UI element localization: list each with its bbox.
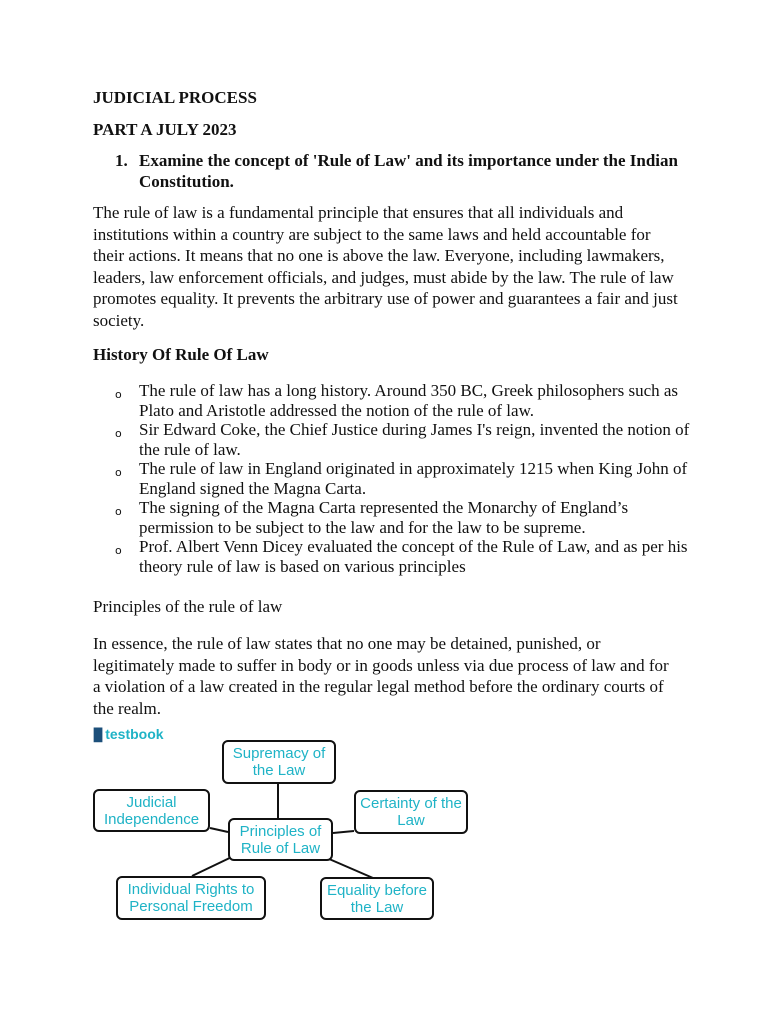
logo-icon: ▉ [94, 728, 104, 742]
principles-label: Principles of the rule of law [93, 597, 283, 616]
bullet-icon: o [115, 466, 122, 479]
list-item: o The rule of law in England originated in approximately 1215 when King John of England signed the Magna Carta. [115, 459, 688, 498]
essence-paragraph: In essence, the rule of law states that no one may be detained, punished, or legitimately made to suffer in body or in goods unless via due process of law and for a violation of a law created in the regular legal method before the ordinary courts of the realm. [93, 634, 669, 718]
node-judicial-independence: Judicial Independence [93, 789, 210, 832]
node-certainty: Certainty of the Law [354, 790, 468, 834]
node-center-principles: Principles of Rule of Law [228, 818, 333, 861]
question-item [115, 150, 695, 192]
testbook-logo: ▉ testbook [94, 726, 164, 742]
list-item: o Sir Edward Coke, the Chief Justice during James I's reign, invented the notion of the rule of law. [115, 420, 690, 459]
list-item: o The rule of law has a long history. Around 350 BC, Greek philosophers such as Plato and Aristotle addressed the notion of the rule of law. [115, 381, 679, 420]
bullet-icon: o [115, 427, 122, 440]
node-equality: Equality before the Law [320, 877, 434, 920]
node-supremacy: Supremacy of the Law [222, 740, 336, 784]
history-list [93, 381, 693, 576]
question-text: Examine the concept of 'Rule of Law' and its importance under the Indian Constitution. [139, 151, 678, 191]
bullet-icon: o [115, 544, 122, 557]
document-title: JUDICIAL PROCESS [93, 88, 257, 107]
intro-paragraph: The rule of law is a fundamental principle that ensures that all individuals and institutions within a country are subject to the same laws and held accountable for their actions. It means that no one is above the law. Everyone, including lawmakers, leaders, law enforcement officials, and judges, must abide by the law. The rule of law promotes equality. It prevents the arbitrary use of power and guarantees a fair and just society. [93, 203, 678, 330]
list-item: o The signing of the Magna Carta represented the Monarchy of England’s permission to be subject to the law and for the law to be supreme. [115, 498, 629, 537]
node-individual-rights: Individual Rights to Personal Freedom [116, 876, 266, 920]
question-number: 1. [115, 151, 128, 170]
bullet-icon: o [115, 388, 122, 401]
list-item: o Prof. Albert Venn Dicey evaluated the concept of the Rule of Law, and as per his theory rule of law is based on various principles [115, 537, 688, 576]
history-heading: History Of Rule Of Law [93, 345, 269, 364]
bullet-icon: o [115, 505, 122, 518]
principles-diagram [88, 722, 488, 927]
document-subtitle: PART A JULY 2023 [93, 120, 237, 139]
